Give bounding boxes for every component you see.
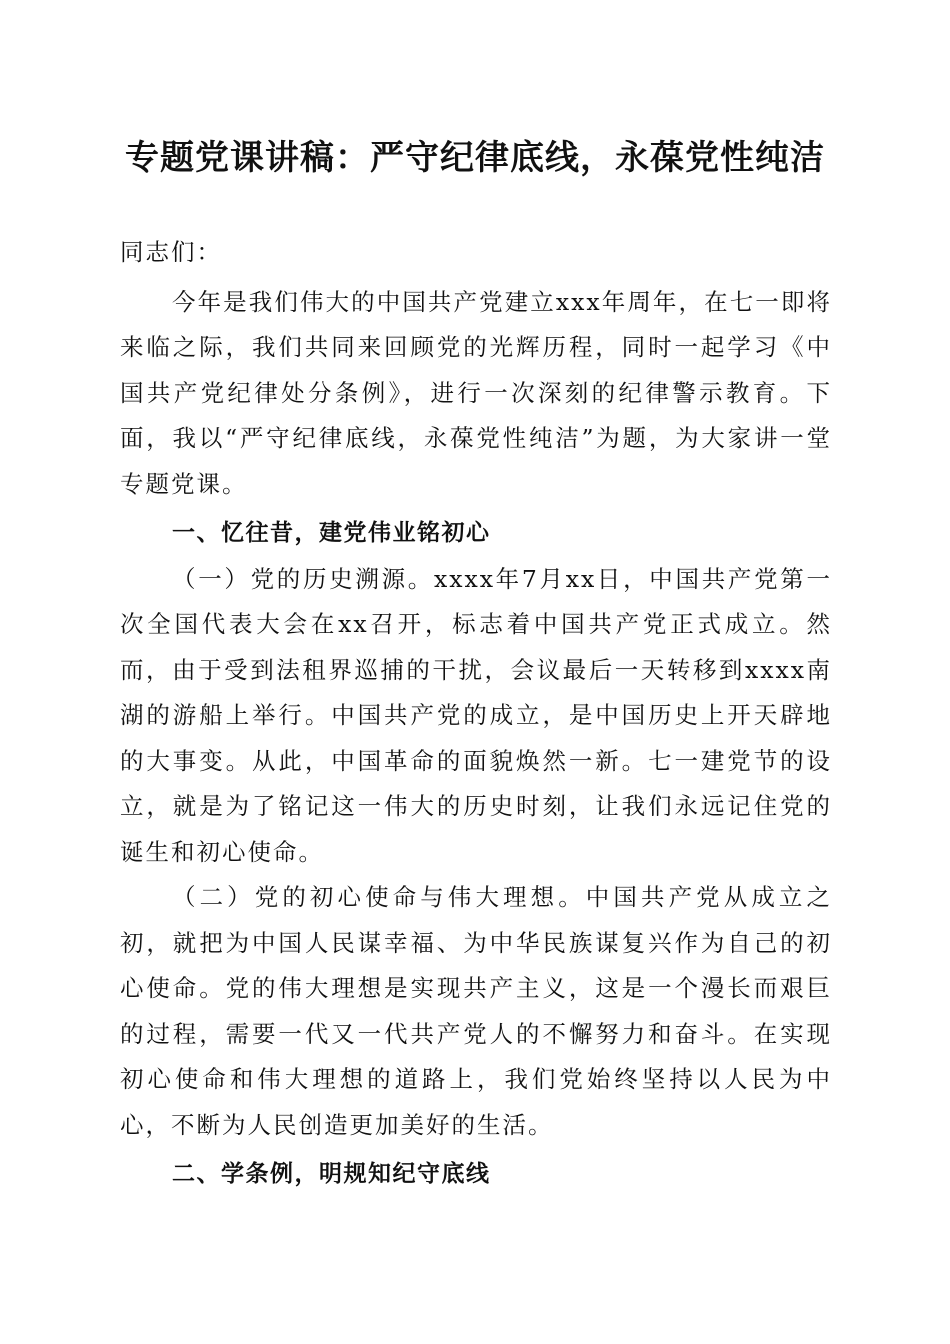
section-1-paragraph-1: （一）党的历史溯源。xxxx年7月xx日，中国共产党第一次全国代表大会在xx召开，标志着中国共产党正式成立。然而，由于受到法租界巡捕的干扰，会议最后一天转移到xxxx南湖的游船上举行。中国共产党的成立，是中国历史上开天辟地的大事变。从此，中国革命的面貌焕然一新。七一建党节的设立，就是为了铭记这一伟大的历史时刻，让我们永远记住党的诞生和初心使命。 bbox=[120, 564, 832, 866]
document-title: 专题党课讲稿：严守纪律底线，永葆党性纯洁 bbox=[125, 138, 825, 178]
section-2-heading: 二、学条例，明规知纪守底线 bbox=[172, 1161, 491, 1187]
section-1-heading: 一、忆往昔，建党伟业铭初心 bbox=[172, 520, 491, 546]
greeting: 同志们： bbox=[120, 238, 222, 266]
intro-paragraph: 今年是我们伟大的中国共产党建立xxx年周年，在七一即将来临之际，我们共同来回顾党的光辉历程，同时一起学习《中国共产党纪律处分条例》，进行一次深刻的纪律警示教育。下面，我以“严守纪律底线，永葆党性纯洁”为题，为大家讲一堂专题党课。 bbox=[120, 287, 832, 498]
section-1-paragraph-2: （二）党的初心使命与伟大理想。中国共产党从成立之初，就把为中国人民谋幸福、为中华民族谋复兴作为自己的初心使命。党的伟大理想是实现共产主义，这是一个漫长而艰巨的过程，需要一代又一代共产党人的不懈努力和奋斗。在实现初心使命和伟大理想的道路上，我们党始终坚持以人民为中心，不断为人民创造更加美好的生活。 bbox=[120, 883, 832, 1139]
document-body bbox=[120, 230, 832, 1198]
